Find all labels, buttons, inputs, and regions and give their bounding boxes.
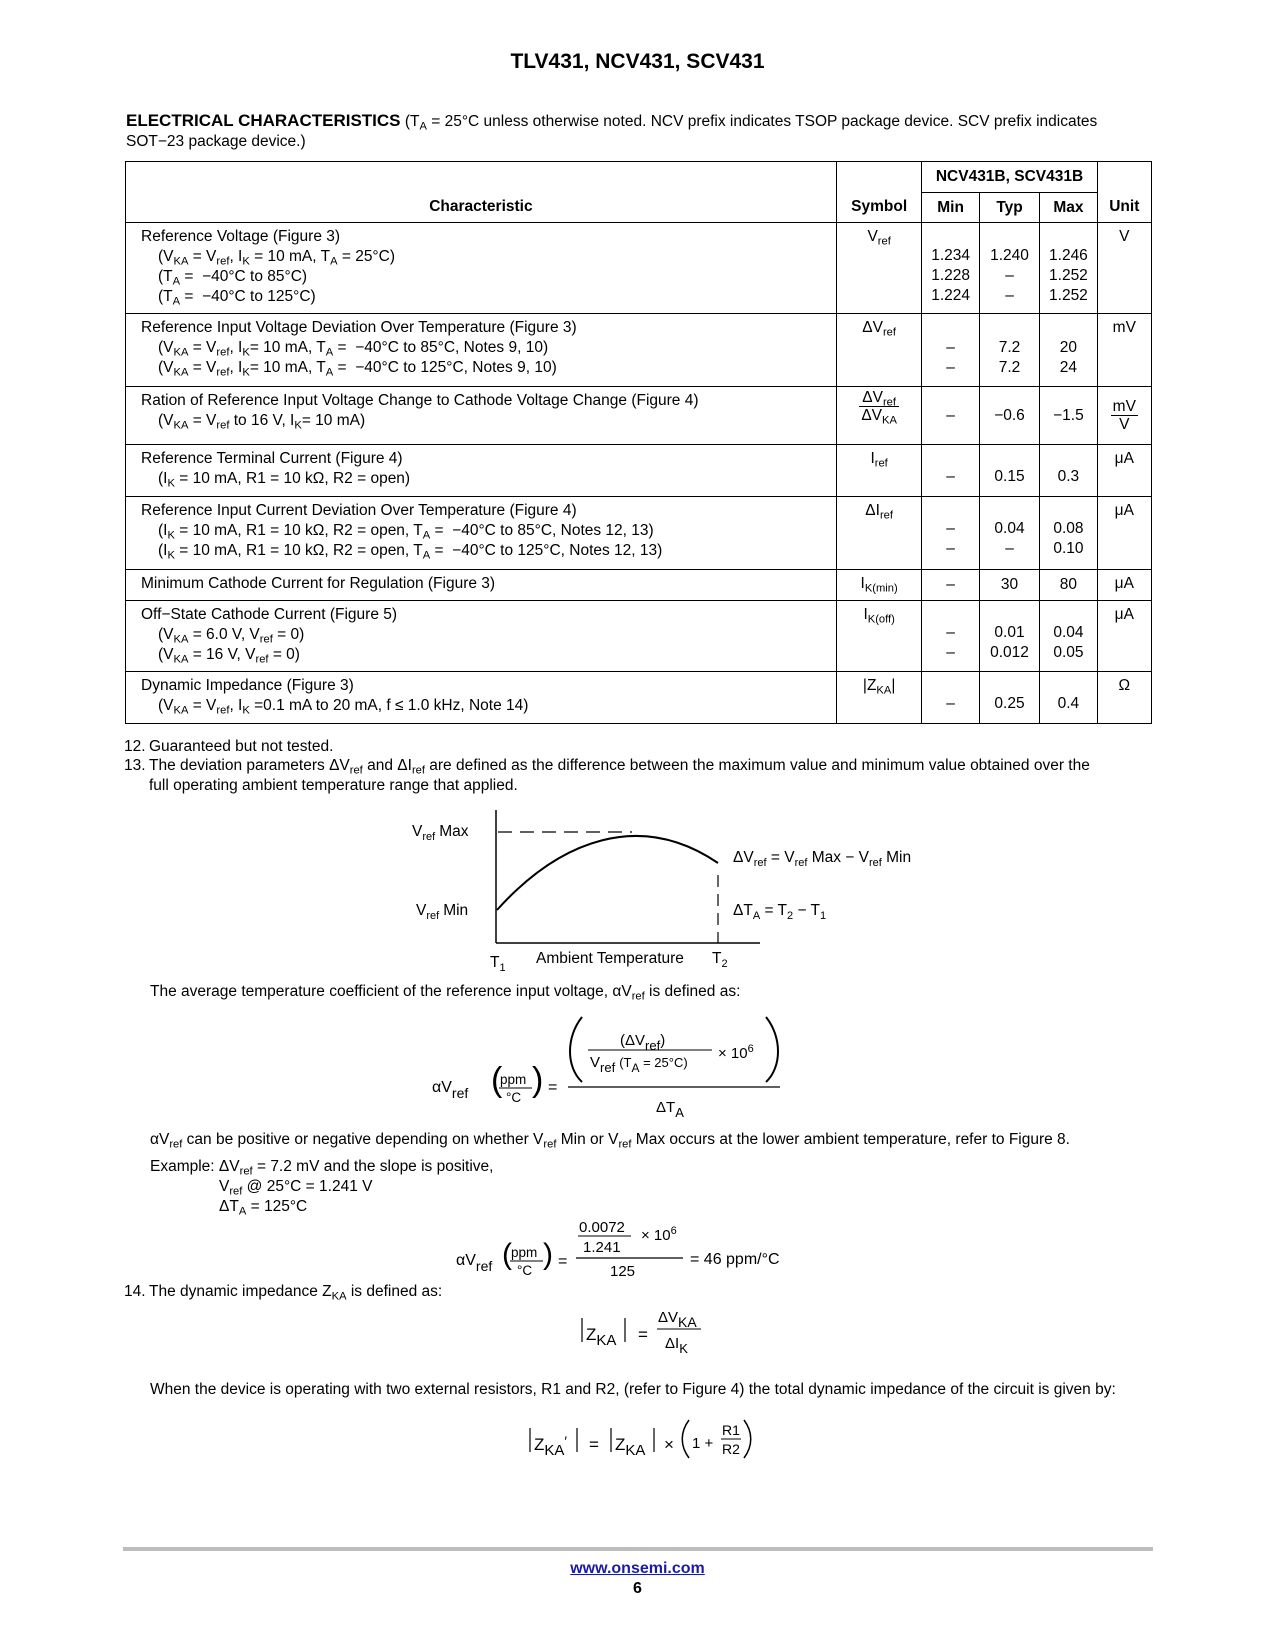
svg-text:1.241: 1.241 bbox=[583, 1239, 621, 1256]
table-header-row bbox=[126, 162, 1152, 193]
row-unit: μA bbox=[1097, 445, 1151, 497]
row-min: – bbox=[922, 387, 979, 445]
row-unit: μA bbox=[1097, 497, 1151, 570]
row-min: – – bbox=[922, 601, 979, 672]
header-typ: Typ bbox=[979, 193, 1039, 223]
svg-text:): ) bbox=[532, 1061, 544, 1099]
svg-text:=: = bbox=[558, 1253, 568, 1270]
table-row bbox=[126, 672, 1152, 724]
row-unit: V bbox=[1097, 223, 1151, 314]
svg-text:R1: R1 bbox=[722, 1422, 740, 1438]
svg-text:αVref: αVref bbox=[432, 1079, 469, 1101]
row-characteristic: Reference Input Voltage Deviation Over Temperature (Figure 3) ($V_{KA} = V_{ref}$, $I_K= 10$ mA, $T_A = -40^\circ C$ to 85°C, Notes 9, 10) ($V_{KA} = V_{ref}$, $I_K= 10$ mA, $T_A = -40^\circ C$ to 125°C, Notes 9, 10) bbox=[126, 314, 837, 387]
row-typ: 30 bbox=[979, 570, 1039, 601]
header-unit: Unit bbox=[1097, 162, 1151, 223]
row-characteristic: Dynamic Impedance (Figure 3) ($V_{KA} = V_{ref}$, $I_K =0.1$ mA to 20 mA, f ≤ 1.0 kHz, Note 14) bbox=[126, 672, 837, 724]
row-max: 0.08 0.10 bbox=[1040, 497, 1097, 570]
row-symbol: $\frac{\Delta V_{ref}}{\Delta V_{KA}}$ bbox=[836, 387, 922, 445]
row-symbol: $I_{K(off)}$ bbox=[836, 601, 922, 672]
svg-text:= 46 ppm/°C: = 46 ppm/°C bbox=[690, 1251, 780, 1268]
header-symbol: Symbol bbox=[836, 162, 922, 223]
svg-text:(: ( bbox=[491, 1061, 503, 1099]
svg-text:ZKA′: ZKA′ bbox=[534, 1433, 568, 1459]
row-max: 0.04 0.05 bbox=[1040, 601, 1097, 672]
table-row bbox=[126, 223, 1152, 314]
section-heading-note: ($T_A = 25^\circ C$ unless otherwise noted. NCV prefix indicates TSOP package device. SCV prefix indicates SOT−23 package device.) bbox=[126, 113, 1098, 150]
vref-min-label: $V_{ref}$ Min bbox=[416, 902, 469, 922]
t1-label: $T_1$ bbox=[490, 954, 506, 974]
row-symbol: $V_{ref}$ bbox=[836, 223, 922, 314]
footer-website-link[interactable]: www.onsemi.com bbox=[570, 1560, 705, 1577]
row-symbol: $|Z_{KA}|$ bbox=[836, 672, 922, 724]
row-max: 0.3 bbox=[1040, 445, 1097, 497]
row-characteristic: Minimum Cathode Current for Regulation (Figure 3) bbox=[126, 570, 837, 601]
delta-vref-definition: $\Delta V_{ref} = V_{ref}$ Max − $V_{ref}$ Min bbox=[733, 849, 912, 869]
vref-curve bbox=[497, 836, 718, 910]
row-unit: μA bbox=[1097, 601, 1151, 672]
svg-text:°C: °C bbox=[506, 1090, 522, 1105]
footer-divider bbox=[123, 1547, 1153, 1551]
delta-ta-definition: $\Delta T_A = T_2 - T_1$ bbox=[733, 902, 827, 922]
svg-text:): ) bbox=[543, 1238, 553, 1271]
row-typ: 0.15 bbox=[979, 445, 1039, 497]
document-title: TLV431, NCV431, SCV431 bbox=[510, 50, 765, 73]
row-characteristic: Reference Voltage (Figure 3) ($V_{KA} = V_{ref}$, $I_K = 10$ mA, $T_A = 25^\circ C$) ($T_A = -40^\circ C$ to 85°C) ($T_A = -40^\circ C$ to 125°C) bbox=[126, 223, 837, 314]
row-min: 1.234 1.228 1.224 bbox=[922, 223, 979, 314]
svg-text:αVref: αVref bbox=[456, 1252, 493, 1274]
svg-text:=: = bbox=[638, 1325, 648, 1344]
svg-text:=: = bbox=[589, 1435, 599, 1454]
svg-text:ppm: ppm bbox=[511, 1245, 538, 1260]
row-symbol: $\Delta I_{ref}$ bbox=[836, 497, 922, 570]
alpha-vref-formula bbox=[420, 1012, 800, 1127]
alpha-vref-sign-text: $\alpha V_{ref}$ can be positive or negative depending on whether $V_{ref}$ Min or $V_{ref}$ Max occurs at the lower ambient temperature, refer to Figure 8. bbox=[150, 1131, 1070, 1151]
row-unit: $\frac{mV}{V}$ bbox=[1097, 387, 1151, 445]
row-unit: Ω bbox=[1097, 672, 1151, 724]
row-max: 0.4 bbox=[1040, 672, 1097, 724]
row-min: – – bbox=[922, 314, 979, 387]
row-unit: mV bbox=[1097, 314, 1151, 387]
svg-text:ΔIK: ΔIK bbox=[665, 1335, 688, 1356]
vref-deviation-figure bbox=[400, 800, 960, 980]
svg-text:R2: R2 bbox=[722, 1441, 740, 1457]
svg-text:(ΔVref): (ΔVref) bbox=[620, 1032, 666, 1053]
svg-text:1 +: 1 + bbox=[692, 1435, 714, 1452]
page-number: 6 bbox=[633, 1580, 642, 1597]
row-characteristic: Reference Terminal Current (Figure 4) ($I_K = 10$ mA, R1 = 10 kΩ, R2 = open) bbox=[126, 445, 837, 497]
vref-max-label: $V_{ref}$ Max bbox=[412, 823, 469, 843]
zka-formula bbox=[570, 1300, 730, 1370]
example-line-3: $\Delta T_A = 125^\circ C$ bbox=[219, 1198, 308, 1218]
table-row bbox=[126, 445, 1152, 497]
row-characteristic: Reference Input Current Deviation Over Temperature (Figure 4) ($I_K = 10$ mA, R1 = 10 kΩ, R2 = open, $T_A = -40^\circ C$ to 85°C, Notes 12, 13) ($I_K = 10$ mA, R1 = 10 kΩ, R2 = open, $T_A = -40^\circ C$ to 125°C, Notes 12, 13) bbox=[126, 497, 837, 570]
row-characteristic: Off−State Cathode Current (Figure 5) ($V_{KA} = 6.0$ V, $V_{ref} = 0$) ($V_{KA} = 16$ V, $V_{ref} = 0$) bbox=[126, 601, 837, 672]
note-13: 13. The deviation parameters $\Delta V_{ref}$ and $\Delta I_{ref}$ are defined as the difference between the maximum value and minimum value obtained over the full operating ambient temperature range that applied. bbox=[124, 757, 1090, 794]
header-characteristic: Characteristic bbox=[126, 162, 837, 223]
row-symbol: $I_{K(min)}$ bbox=[836, 570, 922, 601]
row-typ: −0.6 bbox=[979, 387, 1039, 445]
row-symbol: $\Delta V_{ref}$ bbox=[836, 314, 922, 387]
row-symbol: $I_{ref}$ bbox=[836, 445, 922, 497]
row-typ: 7.2 7.2 bbox=[979, 314, 1039, 387]
svg-text:× 106: × $10^6$ bbox=[718, 1043, 754, 1062]
table-row bbox=[126, 601, 1152, 672]
example-formula bbox=[450, 1212, 810, 1292]
header-max: Max bbox=[1040, 193, 1097, 223]
zka-prime-formula bbox=[520, 1410, 760, 1470]
table-row bbox=[126, 570, 1152, 601]
svg-text:ΔVKA: ΔVKA bbox=[658, 1309, 697, 1330]
svg-text:ZKA: ZKA bbox=[615, 1435, 646, 1459]
svg-text:Vref(TA = 25°C): Vref $(T_A = 25^\circ C)$ bbox=[590, 1054, 688, 1075]
svg-text:(: ( bbox=[502, 1238, 512, 1271]
avg-temp-coefficient-text: The average temperature coefficient of the reference input voltage, $\alpha V_{ref}$ is defined as: bbox=[150, 983, 741, 1003]
svg-text:°C: °C bbox=[517, 1263, 533, 1278]
svg-text:×: × bbox=[664, 1435, 674, 1454]
svg-text:× 106: × $10^6$ bbox=[641, 1225, 677, 1244]
row-max: 20 24 bbox=[1040, 314, 1097, 387]
t2-label: $T_2$ bbox=[712, 950, 728, 970]
header-min: Min bbox=[922, 193, 979, 223]
section-heading-title: ELECTRICAL CHARACTERISTICS bbox=[126, 111, 401, 130]
row-max: 80 bbox=[1040, 570, 1097, 601]
header-device-group: NCV431B, SCV431B bbox=[922, 162, 1097, 193]
table-row bbox=[126, 497, 1152, 570]
note-12: 12. Guaranteed but not tested. bbox=[124, 738, 334, 755]
total-impedance-text: When the device is operating with two external resistors, R1 and R2, (refer to Figure 4) the total dynamic impedance of the circuit is given by: bbox=[150, 1381, 1116, 1398]
row-min: – – bbox=[922, 497, 979, 570]
x-axis-label: Ambient Temperature bbox=[536, 950, 684, 967]
row-typ: 0.04 – bbox=[979, 497, 1039, 570]
section-heading bbox=[126, 111, 1156, 152]
row-min: – bbox=[922, 445, 979, 497]
electrical-characteristics-table bbox=[125, 161, 1152, 724]
svg-text:ΔTA: ΔTA bbox=[656, 1099, 684, 1120]
table-row bbox=[126, 387, 1152, 445]
row-typ: 1.240 – – bbox=[979, 223, 1039, 314]
svg-text:0.0072: 0.0072 bbox=[579, 1219, 625, 1236]
row-max: −1.5 bbox=[1040, 387, 1097, 445]
row-max: 1.246 1.252 1.252 bbox=[1040, 223, 1097, 314]
svg-text:125: 125 bbox=[610, 1263, 636, 1280]
table-row bbox=[126, 314, 1152, 387]
row-min: – bbox=[922, 672, 979, 724]
row-unit: μA bbox=[1097, 570, 1151, 601]
example-line-2: $V_{ref}$ @ 25°C = 1.241 V bbox=[219, 1178, 373, 1198]
svg-text:ppm: ppm bbox=[500, 1072, 527, 1087]
row-characteristic: Ration of Reference Input Voltage Change to Cathode Voltage Change (Figure 4) ($V_{KA} = V_{ref}$ to 16 V, $I_K= 10$ mA) bbox=[126, 387, 837, 445]
svg-text:ZKA: ZKA bbox=[586, 1325, 617, 1349]
example-line-1: Example: $\Delta V_{ref} = 7.2$ mV and the slope is positive, bbox=[150, 1158, 494, 1178]
row-min: – bbox=[922, 570, 979, 601]
row-typ: 0.25 bbox=[979, 672, 1039, 724]
note-14: 14. The dynamic impedance $Z_{KA}$ is defined as: bbox=[124, 1283, 443, 1303]
row-typ: 0.01 0.012 bbox=[979, 601, 1039, 672]
svg-text:=: = bbox=[548, 1079, 558, 1096]
